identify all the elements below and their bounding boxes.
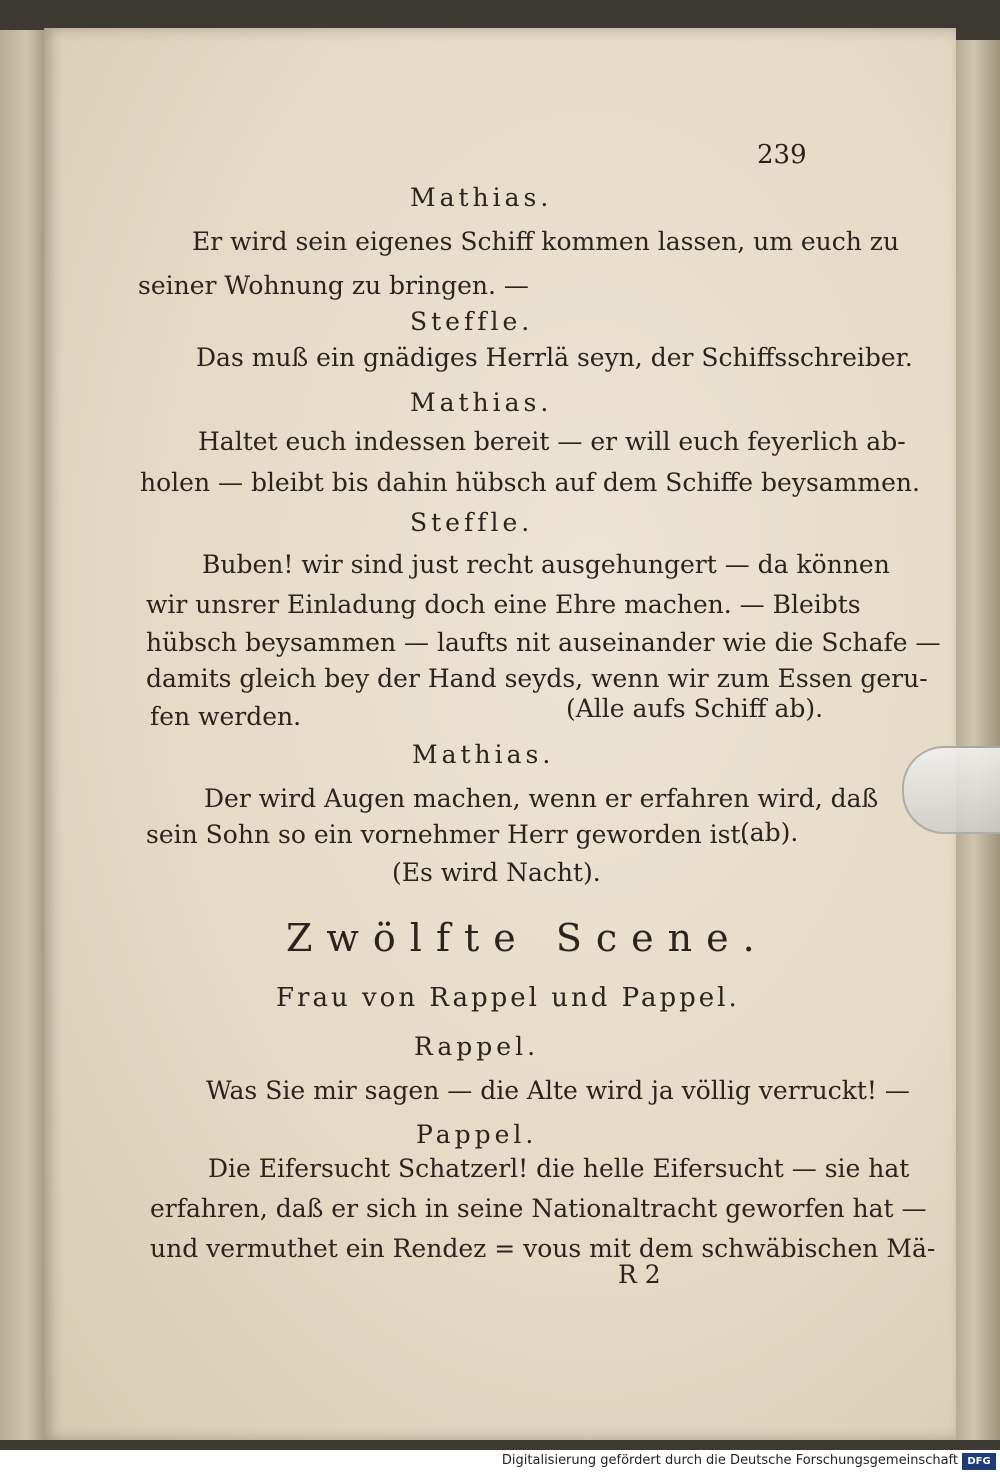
left-page-edge: [0, 30, 46, 1440]
text-line: wir unsrer Einladung doch eine Ehre machen. — Bleibts: [146, 590, 861, 619]
speaker-mathias-3: Mathias.: [412, 740, 555, 769]
page-number: 239: [757, 140, 807, 170]
cast-list: Frau von Rappel und Pappel.: [276, 983, 740, 1013]
footer-credit: Digitalisierung gefördert durch die Deutsche Forschungsgemeinschaft: [501, 1453, 958, 1468]
text-line: damits gleich bey der Hand seyds, wenn wir zum Essen geru-: [146, 664, 928, 693]
right-page-edge: [956, 40, 1000, 1440]
text-line: sein Sohn so ein vornehmer Herr geworden ist.: [146, 820, 749, 849]
text-line: Buben! wir sind just recht ausgehungert — da können: [202, 550, 890, 579]
text-line: Er wird sein eigenes Schiff kommen lassen, um euch zu: [192, 227, 900, 256]
text-line: Was Sie mir sagen — die Alte wird ja völlig verruckt! —: [206, 1076, 910, 1105]
dfg-logo: DFG: [962, 1453, 996, 1470]
speaker-pappel: Pappel.: [416, 1120, 538, 1149]
footer-bar: [0, 1450, 1000, 1474]
page-clip: [902, 746, 1000, 834]
speaker-steffle-2: Steffle.: [410, 508, 534, 537]
stage-direction: (Es wird Nacht).: [392, 858, 601, 887]
scene-heading: Zwölfte Scene.: [286, 916, 769, 960]
stage-direction: (Alle aufs Schiff ab).: [566, 694, 824, 723]
speaker-steffle-1: Steffle.: [410, 307, 534, 336]
stage-direction: (ab).: [740, 818, 799, 847]
signature-mark: R 2: [618, 1260, 661, 1289]
text-line: fen werden.: [150, 702, 302, 731]
text-line: erfahren, daß er sich in seine Nationaltracht geworfen hat —: [150, 1194, 927, 1223]
text-line: holen — bleibt bis dahin hübsch auf dem Schiffe beysammen.: [140, 468, 920, 497]
speaker-mathias-1: Mathias.: [410, 183, 553, 212]
speaker-rappel: Rappel.: [414, 1032, 540, 1061]
text-line: und vermuthet ein Rendez = vous mit dem schwäbischen Mä-: [150, 1234, 936, 1263]
text-line: Haltet euch indessen bereit — er will euch feyerlich ab-: [198, 427, 906, 456]
text-line: Das muß ein gnädiges Herrlä seyn, der Schiffsschreiber.: [196, 343, 913, 372]
speaker-mathias-2: Mathias.: [410, 388, 553, 417]
text-line: hübsch beysammen — laufts nit auseinander wie die Schafe —: [146, 628, 941, 657]
text-line: Die Eifersucht Schatzerl! die helle Eifersucht — sie hat: [208, 1154, 910, 1183]
text-line: seiner Wohnung zu bringen. —: [138, 271, 529, 300]
text-line: Der wird Augen machen, wenn er erfahren wird, daß: [204, 784, 879, 813]
